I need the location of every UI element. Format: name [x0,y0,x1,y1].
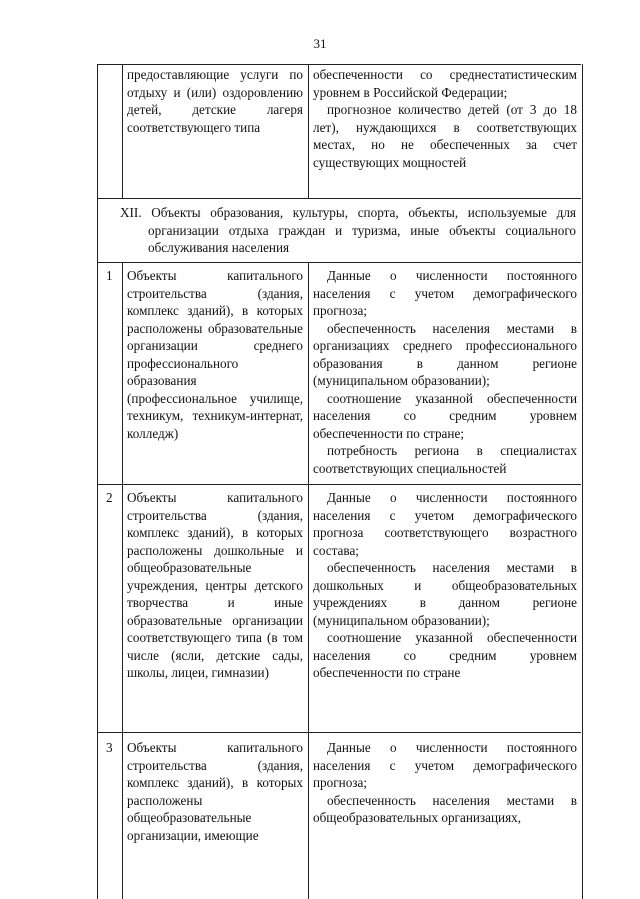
table-cell-object [127,739,303,844]
column-divider [308,262,309,899]
column-divider [308,64,309,198]
cell-paragraph: соотношение указанной обеспеченности населения со средним уровнем обеспеченности по стране; [313,390,577,441]
table-cell-data [313,66,577,171]
table-top-border [97,64,581,65]
cell-text: Объекты капитального строительства (здания, комплекс зданий), в которых расположены образовательные организации среднего профессионального образования (профессиональное училище, техникум, техникум-интернат, колледж) [127,268,303,441]
column-divider [122,262,123,899]
row-number: 2 [106,490,113,505]
cell-paragraph: Данные о численности постоянного населения с учетом демографического прогноза; [313,740,577,790]
cell-paragraph: обеспеченность населения местами в дошкольных и общеобразовательных учреждениях в данном регионе (муниципальном образовании); [313,560,577,628]
cell-paragraph: прогнозное количество детей (от 3 до 18 лет), нуждающихся в соответствующих местах, но не обеспеченных за счет существующих мощностей [313,102,577,170]
cell-text: Объекты капитального строительства (здания, комплекс зданий), в которых расположены дошкольные и общеобразовательные учреждения, центры детского творчества и иные образовательные организации соответствующего типа (в том числе (ясли, детские сады, школы, лицеи, гимназии) [127,490,303,680]
table-cell-data [313,739,577,827]
row-divider [97,484,581,485]
row-number: 1 [106,268,113,283]
row-divider [97,262,581,263]
row-number: 3 [106,740,113,755]
table-cell-object [127,489,303,682]
page-number: 31 [313,36,327,51]
cell-paragraph: потребность региона в специалистах соответствующих специальностей [313,443,577,476]
cell-paragraph: Данные о численности постоянного населения с учетом демографического прогноза; [313,268,577,318]
table-cell-object [127,267,303,442]
cell-text: Объекты капитального строительства (здания, комплекс зданий), в которых расположены общеобразовательные организации, имеющие [127,740,303,843]
table-cell-data [313,267,577,477]
table-cell-object [127,66,303,136]
cell-paragraph: соотношение указанной обеспеченности населения со средним уровнем обеспеченности по стране [313,630,577,680]
section-heading: XII. Объекты образования, культуры, спорта, объекты, используемые для организации отдыха граждан и туризма, иные объекты социального обслуживания населения [120,205,576,255]
row-divider [97,198,581,199]
cell-paragraph: обеспеченность населения местами в общеобразовательных организациях, [313,792,577,825]
row-divider [97,732,581,733]
cell-text: предоставляющие услуги по отдыху и (или) оздоровлению детей, детские лагеря соответствующего типа [127,67,303,135]
cell-paragraph: Данные о численности постоянного населения с учетом демографического прогноза соответствующего возрастного состава; [313,490,577,558]
table-cell-data [313,489,577,682]
column-divider [122,64,123,198]
cell-paragraph: обеспеченности со среднестатистическим уровнем в Российской Федерации; [313,67,577,100]
cell-paragraph: обеспеченность населения местами в организациях среднего профессионального образования в данном регионе (муниципальном образовании); [313,320,577,388]
